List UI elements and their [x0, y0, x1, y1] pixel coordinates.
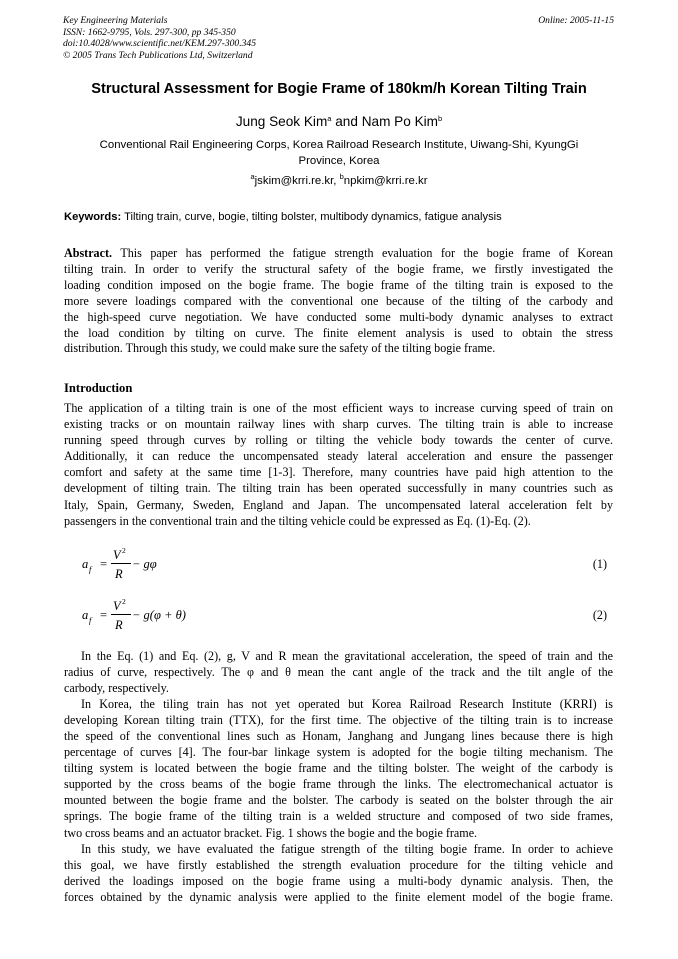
journal-header [63, 15, 483, 61]
journal-name: Key Engineering Materials [63, 15, 168, 26]
introduction-paragraph [64, 400, 613, 529]
paragraph-line: the speed of the conventional lines such as Honam, Janghang and Jungang lines because there is high [64, 729, 613, 744]
section-heading-introduction: Introduction [64, 381, 133, 395]
author-1-sup: a [327, 114, 332, 123]
paragraph-line: two cross beams and an actuator bracket. Fig. 1 shows the bogie and the bogie frame. [64, 825, 478, 840]
eq-lhs-a: a [82, 557, 89, 571]
paragraph-line: mounted between the bogie frame and the bolster. The carbody is seated on the bolster through the air [64, 793, 613, 808]
email-sup-b: b [339, 172, 344, 181]
paper-title: Structural Assessment for Bogie Frame of 180km/h Korean Tilting Train [91, 81, 587, 97]
equation-1-number: (1) [592, 557, 607, 571]
eq-den-r: R [115, 567, 123, 581]
paragraph-line: springs. The bogie frame of the tilting train is a welded structure and composed of two side frames, [64, 809, 613, 824]
paragraph-line: radius of curve, respectively. The φ and θ mean the cant angle of the track and the tilt angle of the [64, 665, 613, 680]
abstract-line: tilting train. In order to verify the structural safety of the bogie frame, we firstly investigated the [64, 261, 613, 276]
eq-num-exp: 2 [122, 546, 126, 555]
eq-num-v: V [113, 548, 121, 562]
paragraph-line: Italy, Spain, Germany, Sweden, England and Japan. The uncompensated lateral acceleration felt by [64, 497, 613, 512]
eq-num-exp: 2 [122, 597, 126, 606]
author-emails [40, 173, 638, 189]
journal-issn: ISSN: 1662-9795, Vols. 297-300, pp 345-350 [63, 26, 236, 38]
paragraph-line: derived the loadings imposed on the bogie frame using a multi-body dynamic analysis. Then, the [64, 873, 613, 888]
paragraph-line: developing Korean tilting train (TTX), for the first time. The objective of the tilting train is to increase [64, 713, 613, 728]
abstract-label: Abstract. [64, 246, 113, 260]
abstract-line: loading condition imposed on the bogie frame. The bogie frame of the tilting train is exposed to the [64, 277, 613, 292]
abstract-line: distribution. Through this study, we could make sure the safety of the tilting bogie frame. [64, 341, 496, 356]
eq-lhs-sub: f [89, 564, 92, 574]
paragraph-line: In Korea, the tiling train has not yet operated but Korea Railroad Research Institute (KRRI) is [81, 697, 613, 712]
paragraph-line: running speed through curves by rolling or tilting the vehicle body towards the center of curve. [64, 433, 613, 448]
paragraph-line: supported by the cross beams of the bogie frame through the links. The electromechanical actuator is [64, 777, 613, 792]
abstract-line: more severe loadings compared with the conventional one because of the tilting of the carbody and [64, 293, 613, 308]
keywords-text: Tilting train, curve, bogie, tilting bolster, multibody dynamics, fatigue analysis [121, 211, 502, 223]
equation-2 [64, 596, 613, 636]
affiliation-line: Province, Korea [298, 155, 380, 167]
online-date-text: Online: 2005-11-15 [538, 15, 614, 26]
author-and: and [331, 114, 362, 129]
paragraph-line: this goal, we have firstly established the strength evaluation procedure for the tilting vehicle and [64, 857, 613, 872]
abstract [64, 246, 613, 357]
keywords [64, 209, 624, 225]
equation-1 [64, 545, 613, 585]
paragraph-line: existing tracks or on mountain railway lines with sharp curves. The tilting train is able to increase [64, 417, 613, 432]
author-2-sup: b [437, 114, 443, 123]
online-date [470, 15, 614, 27]
paragraph-line: Additionally, it can reduce the uncompensated steady lateral acceleration and ensure the passenger [64, 449, 613, 464]
eq-lhs-sub: f [89, 615, 92, 625]
paragraph-line: forces obtained by the dynamic analysis were applied to the finite element model of the bogie frame. [64, 889, 613, 904]
paragraph-line: In the Eq. (1) and Eq. (2), g, V and R mean the gravitational acceleration, the speed of train and the [81, 649, 613, 663]
eq-rhs: − g(φ + θ) [132, 608, 186, 622]
paragraph-line: development of tilting train. The tilting train has been operated successfully in many countries such as [64, 481, 613, 496]
journal-copyright: © 2005 Trans Tech Publications Ltd, Switzerland [63, 49, 253, 61]
eq-rhs: − gφ [132, 557, 157, 571]
paragraph-line: carbody, respectively. [64, 681, 169, 696]
affiliation [66, 137, 612, 169]
paragraph-line: comfort and safety at the same time [1-3]. Therefore, many countries have paid high attention to the [64, 465, 613, 480]
eq-equals: = [100, 608, 108, 622]
paragraph-line: The application of a tilting train is one of the most efficient ways to increase curving speed of train on [64, 401, 613, 415]
eq-lhs-a: a [82, 608, 89, 622]
abstract-line: the high-speed curve negotiation. We have conducted some multi-body dynamic analyses to extract [64, 309, 613, 324]
author-list [40, 113, 638, 131]
paragraph-line: tilting system is located between the bogie frame and the tilting bolster. The weight of the carbody is [64, 761, 613, 776]
journal-doi: doi:10.4028/www.scientific.net/KEM.297-300.345 [63, 38, 257, 49]
abstract-line: the load condition by tilting on curve. The finite element analysis is used to obtain the stress [64, 325, 613, 340]
paragraph-line: percentage of curves [4]. The four-bar linkage system is adopted for the bogie tilting mechanism. The [64, 745, 613, 760]
eq-num-v: V [113, 599, 121, 613]
eq-den-r: R [115, 618, 123, 632]
email-b: npkim@krri.re.kr [343, 175, 428, 187]
keywords-label: Keywords: [64, 211, 122, 223]
body-text [64, 648, 613, 905]
equation-2-number: (2) [592, 608, 607, 622]
abstract-line [64, 246, 613, 262]
affiliation-line: Conventional Rail Engineering Corps, Korea Railroad Research Institute, Uiwang-Shi, KyungGi [99, 139, 579, 151]
equation-2-formula [80, 596, 280, 636]
abstract-line-text: This paper has performed the fatigue strength evaluation for the bogie frame of Korean [112, 246, 613, 260]
equation-1-formula [80, 545, 280, 585]
eq-equals: = [100, 557, 108, 571]
email-sup-a: a [250, 172, 255, 181]
email-a: jskim@krri.re.kr, [254, 175, 340, 187]
author-1-name: Jung Seok Kim [235, 114, 328, 129]
paragraph-line: In this study, we have evaluated the fatigue strength of the tilting bogie frame. In order to achieve [81, 841, 613, 856]
paragraph-line: passengers in the conventional train and the tilting vehicle could be expressed as Eq. (1)-Eq. (2). [64, 513, 531, 528]
author-2-name: Nam Po Kim [361, 114, 438, 129]
